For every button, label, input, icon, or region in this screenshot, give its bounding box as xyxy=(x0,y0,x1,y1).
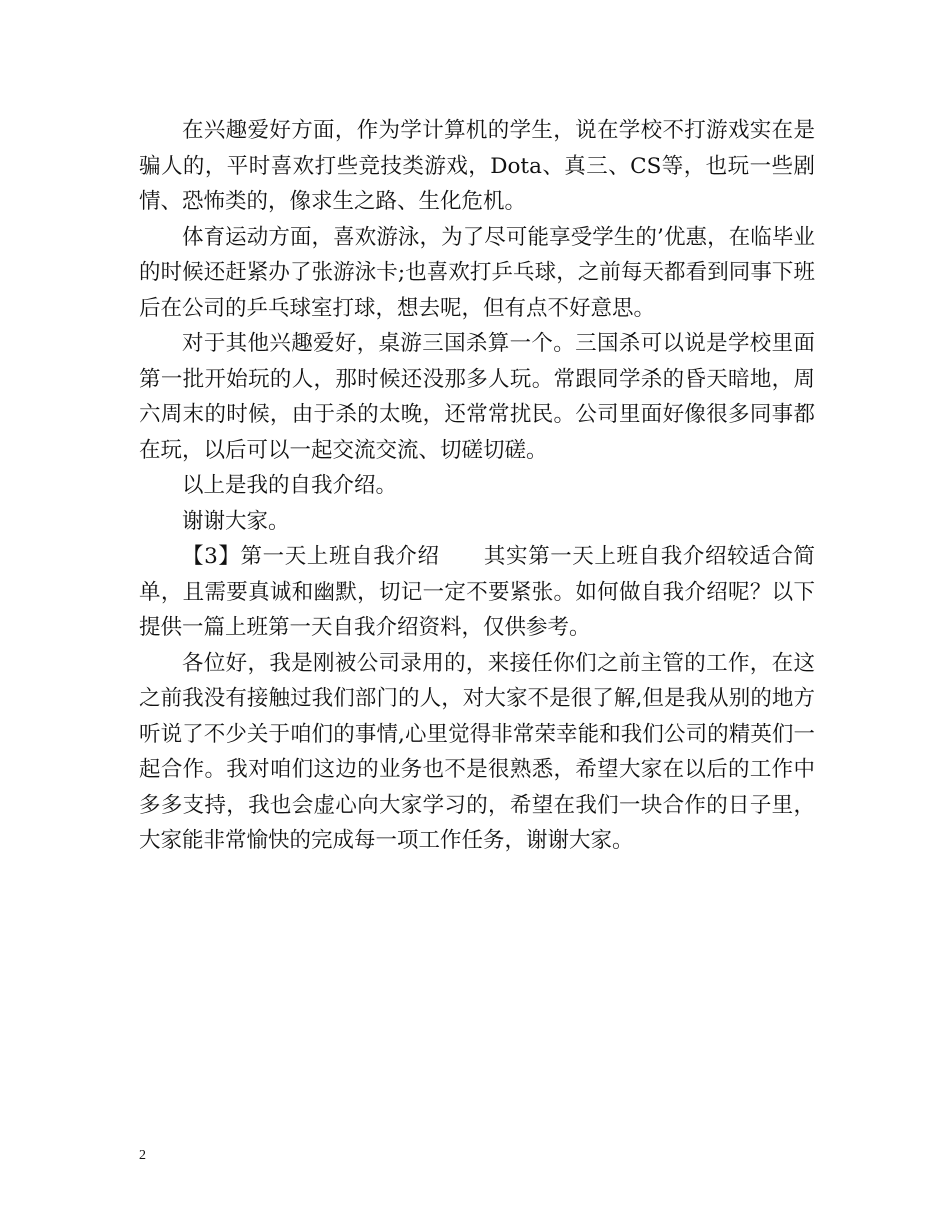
paragraph-section-3-heading: 【3】第一天上班自我介绍 其实第一天上班自我介绍较适合简单，且需要真诚和幽默，切记一定不要紧张。如何做自我介绍呢？以下提供一篇上班第一天自我介绍资料，仅供参考。 xyxy=(139,544,815,640)
paragraph-thanks: 谢谢大家。 xyxy=(182,508,290,534)
document-body xyxy=(139,113,815,859)
paragraph-hobbies-games: 在兴趣爱好方面，作为学计算机的学生，说在学校不打游戏实在是骗人的，平时喜欢打些竞技类游戏，Dota、真三、CS等，也玩一些剧情、恐怖类的，像求生之路、生化危机。 xyxy=(139,118,815,214)
paragraph-closing-intro: 以上是我的自我介绍。 xyxy=(182,473,398,498)
paragraph-board-games: 对于其他兴趣爱好，桌游三国杀算一个。三国杀可以说是学校里面第一批开始玩的人，那时候还没那多人玩。常跟同学杀的昏天暗地，周六周末的时候，由于杀的太晚，还常常扰民。公司里面好像很多同事都在玩，以后可以一起交流交流、切磋切磋。 xyxy=(139,331,815,463)
page-number: 2 xyxy=(139,1148,146,1163)
paragraph-sports: 体育运动方面，喜欢游泳，为了尽可能享受学生的’优惠，在临毕业的时候还赶紧办了张游泳卡;也喜欢打乒乓球，之前每天都看到同事下班后在公司的乒乓球室打球，想去呢，但有点不好意思。 xyxy=(139,224,815,321)
paragraph-first-day-sample: 各位好，我是刚被公司录用的，来接任你们之前主管的工作，在这之前我没有接触过我们部门的人，对大家不是很了解,但是我从别的地方听说了不少关于咱们的事情,心里觉得非常荣幸能和我们公司的精英们一起合作。我对咱们这边的业务也不是很熟悉，希望大家在以后的工作中多多支持，我也会虚心向大家学习的，希望在我们一块合作的日子里，大家能非常愉快的完成每一项工作任务，谢谢大家。 xyxy=(139,650,815,853)
